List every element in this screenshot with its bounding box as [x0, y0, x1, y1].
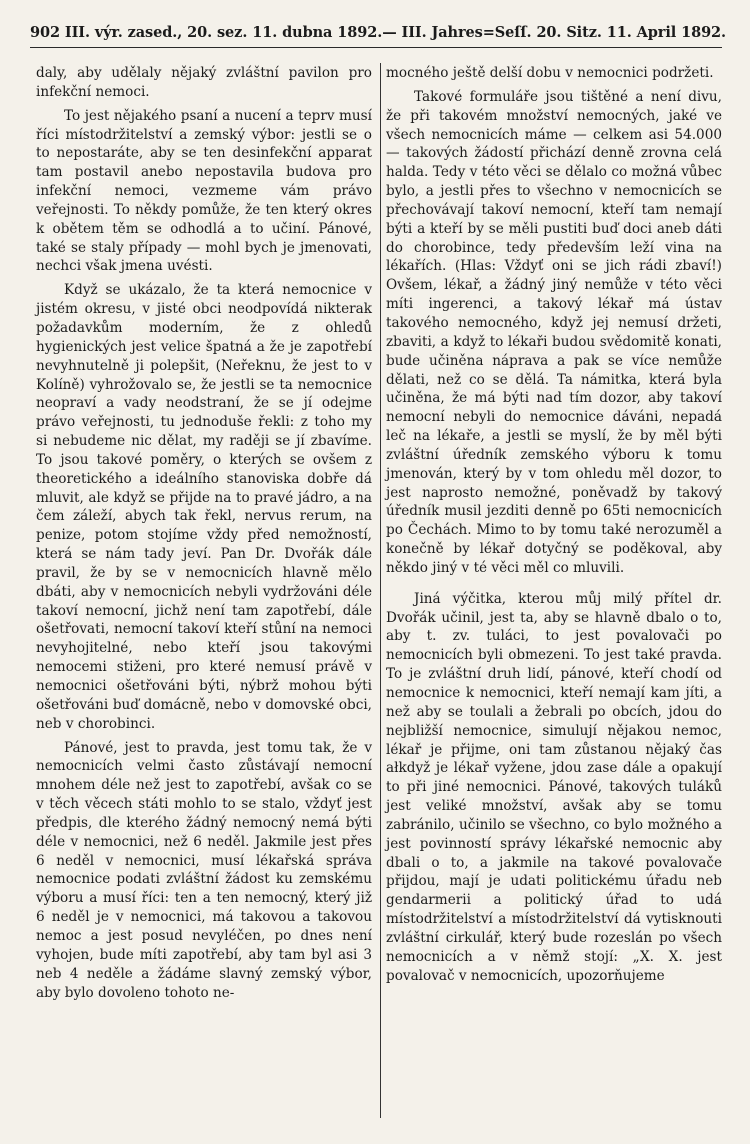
header-left: 902 III. výr. zased., 20. sez. 11. dubna 1892. — [30, 24, 383, 41]
column-divider — [380, 63, 381, 1118]
right-column — [386, 64, 722, 986]
left-column — [36, 64, 372, 1002]
paragraph: Pánové, jest to pravda, jest tomu tak, že v nemocnicích velmi často zůstávají nemocní mnohem déle než jest to zapotřebí, avšak co se v těch věcech státi mohlo to se stalo, vždyť jest předpis, dle kterého žádný nemocný nemá býti déle v nemocnici, než 6 neděl. Jakmile jest přes 6 neděl v nemocnici, musí lékařská správa nemocnice podati zvláštní žádost ku zemskému výboru a musí říci: ten a ten nemocný, který již 6 neděl je v nemocnici, má takovou a takovou nemoc a jest posud nevyléčen, po dnes není vyhojen, bude míti zapotřebí, aby tam byl asi 3 neb 4 neděle a žádáme slavný zemský výbor, aby bylo dovoleno tohoto ne- — [36, 739, 372, 1001]
header-center: — III. Jahres=Seſſ. 20. Sitz. 11. April 1892. — [382, 24, 726, 41]
paragraph: mocného ještě delší dobu v nemocnici podržeti. — [386, 65, 714, 81]
header-rule — [30, 47, 722, 48]
running-header — [30, 24, 726, 41]
paragraph: Jiná výčitka, kterou můj milý přítel dr. Dvořák učinil, jest ta, aby se hlavně dbalo o to, aby t. zv. tuláci, to jest povalovači po nemocnicích byli obmezeni. To jest také pravda. To je zvláštní druh lidí, pánové, kteří chodí od nemocnice k nemocnici, kteří nemají kam jíti, a než aby se toulali a žebrali po obcích, jdou do nejbližší nemocnice, simulují nějakou nemoc, lékař je přijme, oni tam zůstanou nějaký čas ałkdyž je lékař vyžene, jdou zase dále a opakují to při jiné nemocnici. Pánové, takových tuláků jest veliké množství, avšak aby se tomu zabránilo, učinilo se všechno, co bylo možného a jest povinností správy lékařské nemocnic aby dbali o to, a jakmile na takové povalovače přijdou, mají je udati politickému úřadu neb gendarmerii a politický úřad to udá místodržitelství a místodržitelství dá vytisknouti zvláštní cirkulář, který bude rozeslán po všech nemocnicích a v němž stojí: „X. X. jest povalovač v nemocnicích, upozorňujeme — [386, 590, 722, 984]
paragraph: To jest nějakého psaní a nucení a teprv musí říci místodržitelství a zemský výbor: jestli se o to nepostaráte, aby se ten desinfekční apparat tam postavil anebo nepostavila budova pro infekční nemoci, vezmeme vám právo veřejnosti. To někdy pomůže, že ten který okres k obětem těm se odhodlá a to učiní. Pánové, také se staly případy — mohl bych je jmenovati, nechci však jmena uvésti. — [36, 107, 372, 275]
paragraph: Takové formuláře jsou tištěné a není divu, že při takovém množství nemocných, jaké ve všech nemocnicích máme — celkem asi 54.000 — takových žádostí přichází denně zrovna celá halda. Tedy v této věci se dělalo co možná vůbec bylo, a jestli přes to všechno v nemocnicích se přechovávají takoví nemocní, kteří tam nemají býti a kteří by se měli pustiti buď doci aneb dáti do chorobince, tedy především leží vina na lékařích. (Hlas: Vždyť oni se jich rádi zbaví!) Ovšem, lékař, a žádný jiný nemůže v této věci míti ingerenci, a takový lékař má ústav takového nemocného, když jej nemusí držeti, zbaviti, a když to lékaři budou svědomitě konati, bude učiněna náprava a pak se více nemůže dělati, než co se dělá. Ta námitka, která byla učiněna, že má býti nad tím dozor, aby takoví nemocní nebyli do nemocnice dáváni, nepadá leč na lékaře, a jestli se myslí, že by měl býti zvláštní úředník zemského výboru k tomu jmenován, který by v tom ohledu měl dozor, to jest naprosto nemožné, poněvadž by takový úředník musil jezditi denně po 65ti nemocnicích po Čechách. Mimo to by tomu také nerozuměl a konečně by lékař dotyčný se poděkoval, aby někdo jiný v té věci měl co mluvili. — [386, 88, 722, 576]
paragraph: daly, aby udělaly nějaký zvláštní pavilon pro infekční nemoci. — [36, 65, 372, 100]
paragraph: Když se ukázalo, že ta která nemocnice v jistém okresu, v jisté obci neodpovídá nikterak požadavkům moderním, že z ohledů hygienických jest velice špatná a že je zapotřebí nevyhnutelně ji polepšit, (Neřeknu, že jest to v Kolíně) vyhrožovalo se, že jestli se ta nemocnice neopraví a vady neodstraní, že se jí odejme právo veřejnosti, tu jednoduše řekli: z toho my si nebudeme nic dělat, my raději se jí zbavíme. To jsou takové poměry, o kterých se ovšem z theoretického a ideálního stanoviska dobře dá mluvit, ale když se přijde na to pravé jádro, a na čem záleží, abych tak řekl, nervus rerum, na penize, potom stojíme vždy před nemožností, která se nám tady jeví. Pan Dr. Dvořák dále pravil, že by se v nemocnicích hlavně mělo dbáti, aby v nemocnicích nebyli vydržováni déle takoví nemocní, jichž není tam zapotřebí, dále ošetřovati, nemocní takoví kteří stůní na nemoci nevyhojitelné, nebo kteří jsou takovými nemocemi stiženi, pro které nemusí právě v nemocnici ošetřováni býti, nýbrž mohou býti ošetřováni buď domácně, nebo v domovské obci, neb v chorobinci. — [36, 282, 372, 732]
